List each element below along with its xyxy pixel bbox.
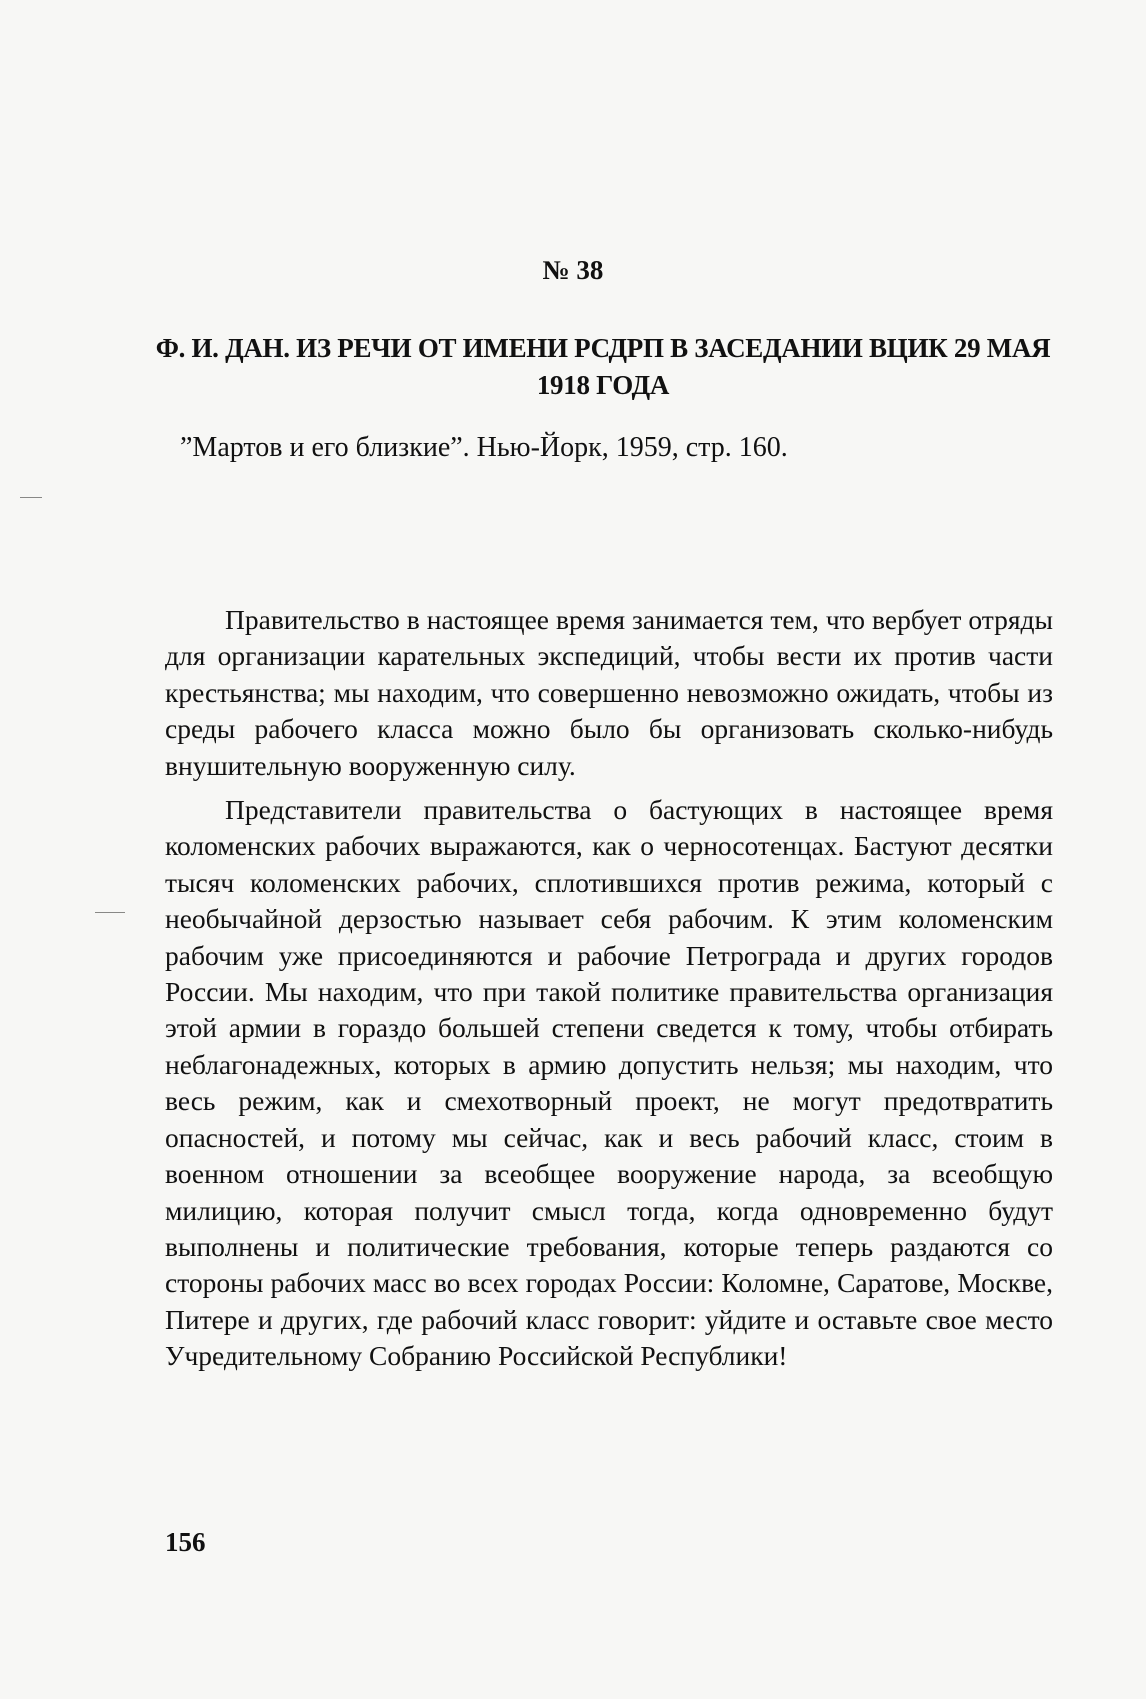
scan-mark xyxy=(95,912,125,913)
paragraph: Представители правительства о бастующих в настоящее время коломенских рабочих выражаются, как о черносотенцах. Бастуют десятки тысяч коломенских рабочих, сплотившихся против режима, который с необычайной дерзостью называет себя рабочим. К этим коломенским рабочим уже присоединяются и рабочие Петрограда и других городов России. Мы находим, что при такой политике правительства организация этой армии в гораздо большей степени сведется к тому, чтобы отбирать неблагонадежных, которых в армию допустить нельзя; мы находим, что весь режим, как и смехотворный проект, не могут предотвратить опасностей, и потому мы сейчас, как и весь рабочий класс, стоим в военном отношении за всеобщее вооружение народа, за всеобщую милицию, которая получит смысл тогда, когда одновременно будут выполнены и политические требования, которые теперь раздаются со стороны рабочих масс во всех городах России: Коломне, Саратове, Москве, Питере и других, где рабочий класс говорит: уйдите и оставьте свое место Учредительному Собранию Российской Республики! xyxy=(165,794,1053,1372)
document-number: № 38 xyxy=(542,255,604,285)
scan-mark xyxy=(20,497,42,498)
document-body xyxy=(165,602,1053,1383)
page-number: 156 xyxy=(165,1527,206,1557)
paragraph: Правительство в настоящее время занимается тем, что вербует отряды для организации карательных экспедиций, чтобы вести их против части крестьянства; мы находим, что совершенно невозможно ожидать, чтобы из среды рабочего класса можно было бы организовать сколько-нибудь внушительную вооруженную силу. xyxy=(165,604,1053,781)
document-title: Ф. И. ДАН. ИЗ РЕЧИ ОТ ИМЕНИ РСДРП В ЗАСЕДАНИИ ВЦИК 29 МАЯ 1918 ГОДА xyxy=(155,333,1051,400)
source-citation: ”Мартов и его близкие”. Нью-Йорк, 1959, стр. 160. xyxy=(180,432,788,463)
